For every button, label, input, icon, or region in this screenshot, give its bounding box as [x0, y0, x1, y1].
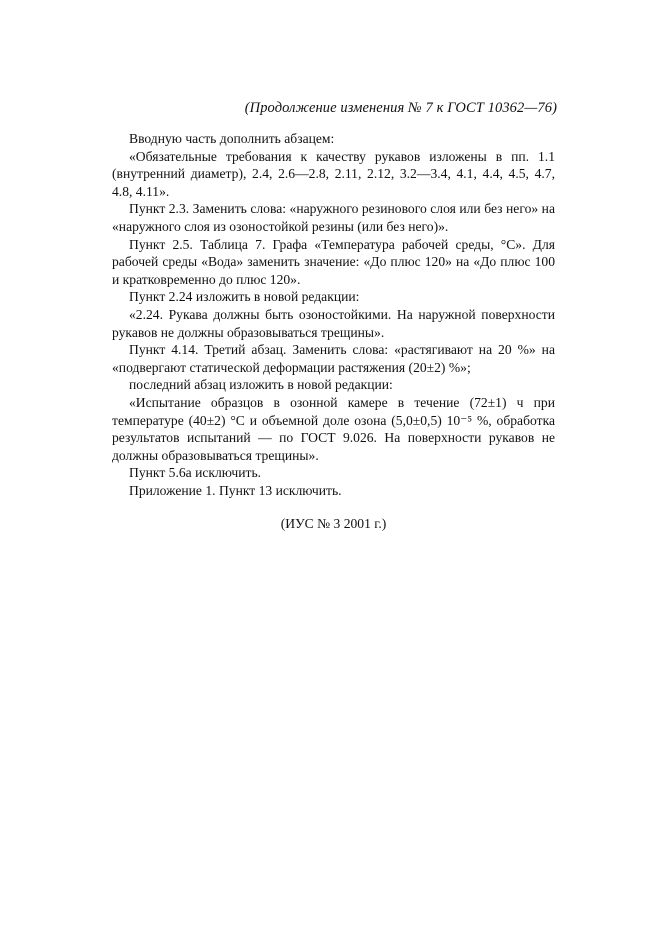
paragraph-item-4-14: Пункт 4.14. Третий абзац. Заменить слова: «растягивают на 20 %» на «подвергают статической деформации растяжения (20±2) %»;	[112, 342, 555, 375]
paragraph-item-2-3: Пункт 2.3. Заменить слова: «наружного резинового слоя или без него» на «наружного слоя из озоностойкой резины (или без него)».	[112, 201, 555, 234]
paragraph-item-5-6a: Пункт 5.6а исключить.	[129, 465, 262, 481]
paragraph-ozone-test: «Испытание образцов в озонной камере в течение (72±1) ч при температуре (40±2) °С и объемной доле озона (5,0±0,5) 10⁻⁵ %, обработка результатов испытаний — по ГОСТ 9.026. На поверхности рукавов не должны образовываться трещины».	[112, 394, 555, 463]
paragraph-appendix-1: Приложение 1. Пункт 13 исключить.	[129, 482, 342, 498]
paragraph-intro: Вводную часть дополнить абзацем:	[129, 131, 335, 146]
paragraph-requirements: «Обязательные требования к качеству рукавов изложены в пп. 1.1 (внутренний диаметр), 2.4, 2.6—2.8, 2.11, 2.12, 3.2—3.4, 4.1, 4.4, 4.5, 4.7, 4.8, 4.11».	[112, 148, 555, 199]
paragraph-item-2-5: Пункт 2.5. Таблица 7. Графа «Температура рабочей среды, °С». Для рабочей среды «Вода» заменить значение: «До плюс 120» на «До плюс 100 и кратковременно до плюс 120».	[112, 236, 555, 287]
paragraph-item-2-24-text: «2.24. Рукава должны быть озоностойкими. На наружной поверхности рукавов не должны образовываться трещины».	[112, 306, 555, 340]
document-body	[112, 130, 555, 533]
paragraph-item-2-24: Пункт 2.24 изложить в новой редакции:	[129, 289, 360, 305]
document-header: (Продолжение изменения № 7 к ГОСТ 10362—76)	[244, 100, 557, 116]
source-reference: (ИУС № 3 2001 г.)	[280, 516, 387, 532]
paragraph-last-abzac: последний абзац изложить в новой редакции:	[129, 377, 393, 393]
